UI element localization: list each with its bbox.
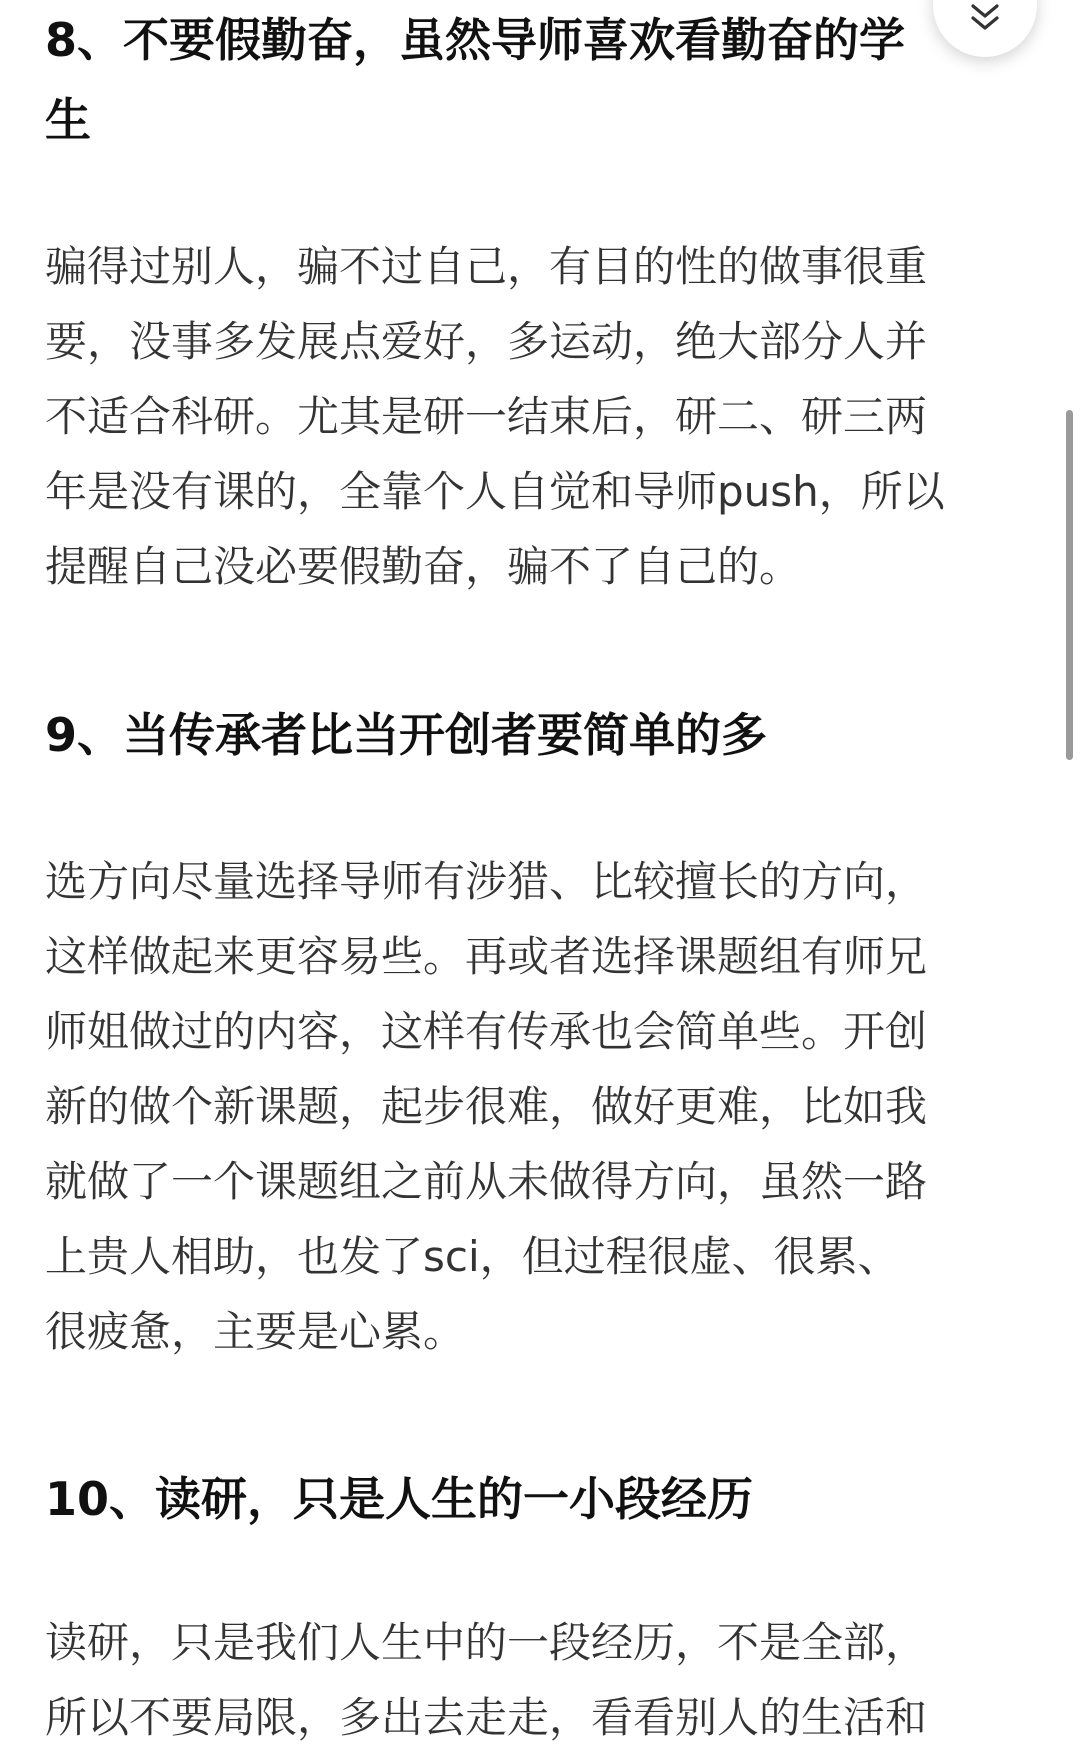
section-9-heading	[45, 695, 767, 775]
paragraph-line: 师姐做过的内容，这样有传承也会简单些。开创	[45, 1007, 928, 1056]
paragraph-line: 这样做起来更容易些。再或者选择课题组有师兄	[45, 932, 928, 981]
section-8-paragraph	[45, 229, 945, 604]
paragraph-line: 很疲惫，主要是心累。	[45, 1307, 466, 1356]
heading-line: 10、读研，只是人生的一小段经历	[45, 1472, 754, 1526]
heading-line: 8、不要假勤奋，虽然导师喜欢看勤奋的学	[45, 13, 906, 67]
paragraph-line: 上贵人相助，也发了sci，但过程很虚、很累、	[45, 1232, 900, 1281]
paragraph-line: 提醒自己没必要假勤奋，骗不了自己的。	[45, 542, 802, 591]
heading-line: 生	[45, 93, 91, 147]
paragraph-line: 新的做个新课题，起步很难，做好更难，比如我	[45, 1082, 928, 1131]
paragraph-line: 读研，只是我们人生中的一段经历，不是全部，	[45, 1618, 928, 1667]
scrollbar-thumb[interactable]	[1066, 410, 1073, 760]
paragraph-line: 年是没有课的，全靠个人自觉和导师push，所以	[45, 467, 945, 516]
paragraph-line: 不适合科研。尤其是研一结束后，研二、研三两	[45, 392, 928, 441]
double-chevron-down-icon	[969, 3, 1001, 33]
section-10-paragraph	[45, 1605, 927, 1755]
section-9-paragraph	[45, 844, 927, 1369]
paragraph-line: 就做了一个课题组之前从未做得方向，虽然一路	[45, 1157, 928, 1206]
section-10-heading	[45, 1459, 753, 1539]
paragraph-line: 所以不要局限，多出去走走，看看别人的生活和	[45, 1693, 928, 1742]
paragraph-line: 要，没事多发展点爱好，多运动，绝大部分人并	[45, 317, 928, 366]
section-8-heading	[45, 0, 905, 160]
expand-floating-button[interactable]	[933, 0, 1037, 57]
paragraph-line: 骗得过别人，骗不过自己，有目的性的做事很重	[45, 242, 928, 291]
paragraph-line: 选方向尽量选择导师有涉猎、比较擅长的方向，	[45, 857, 928, 906]
heading-line: 9、当传承者比当开创者要简单的多	[45, 708, 768, 762]
